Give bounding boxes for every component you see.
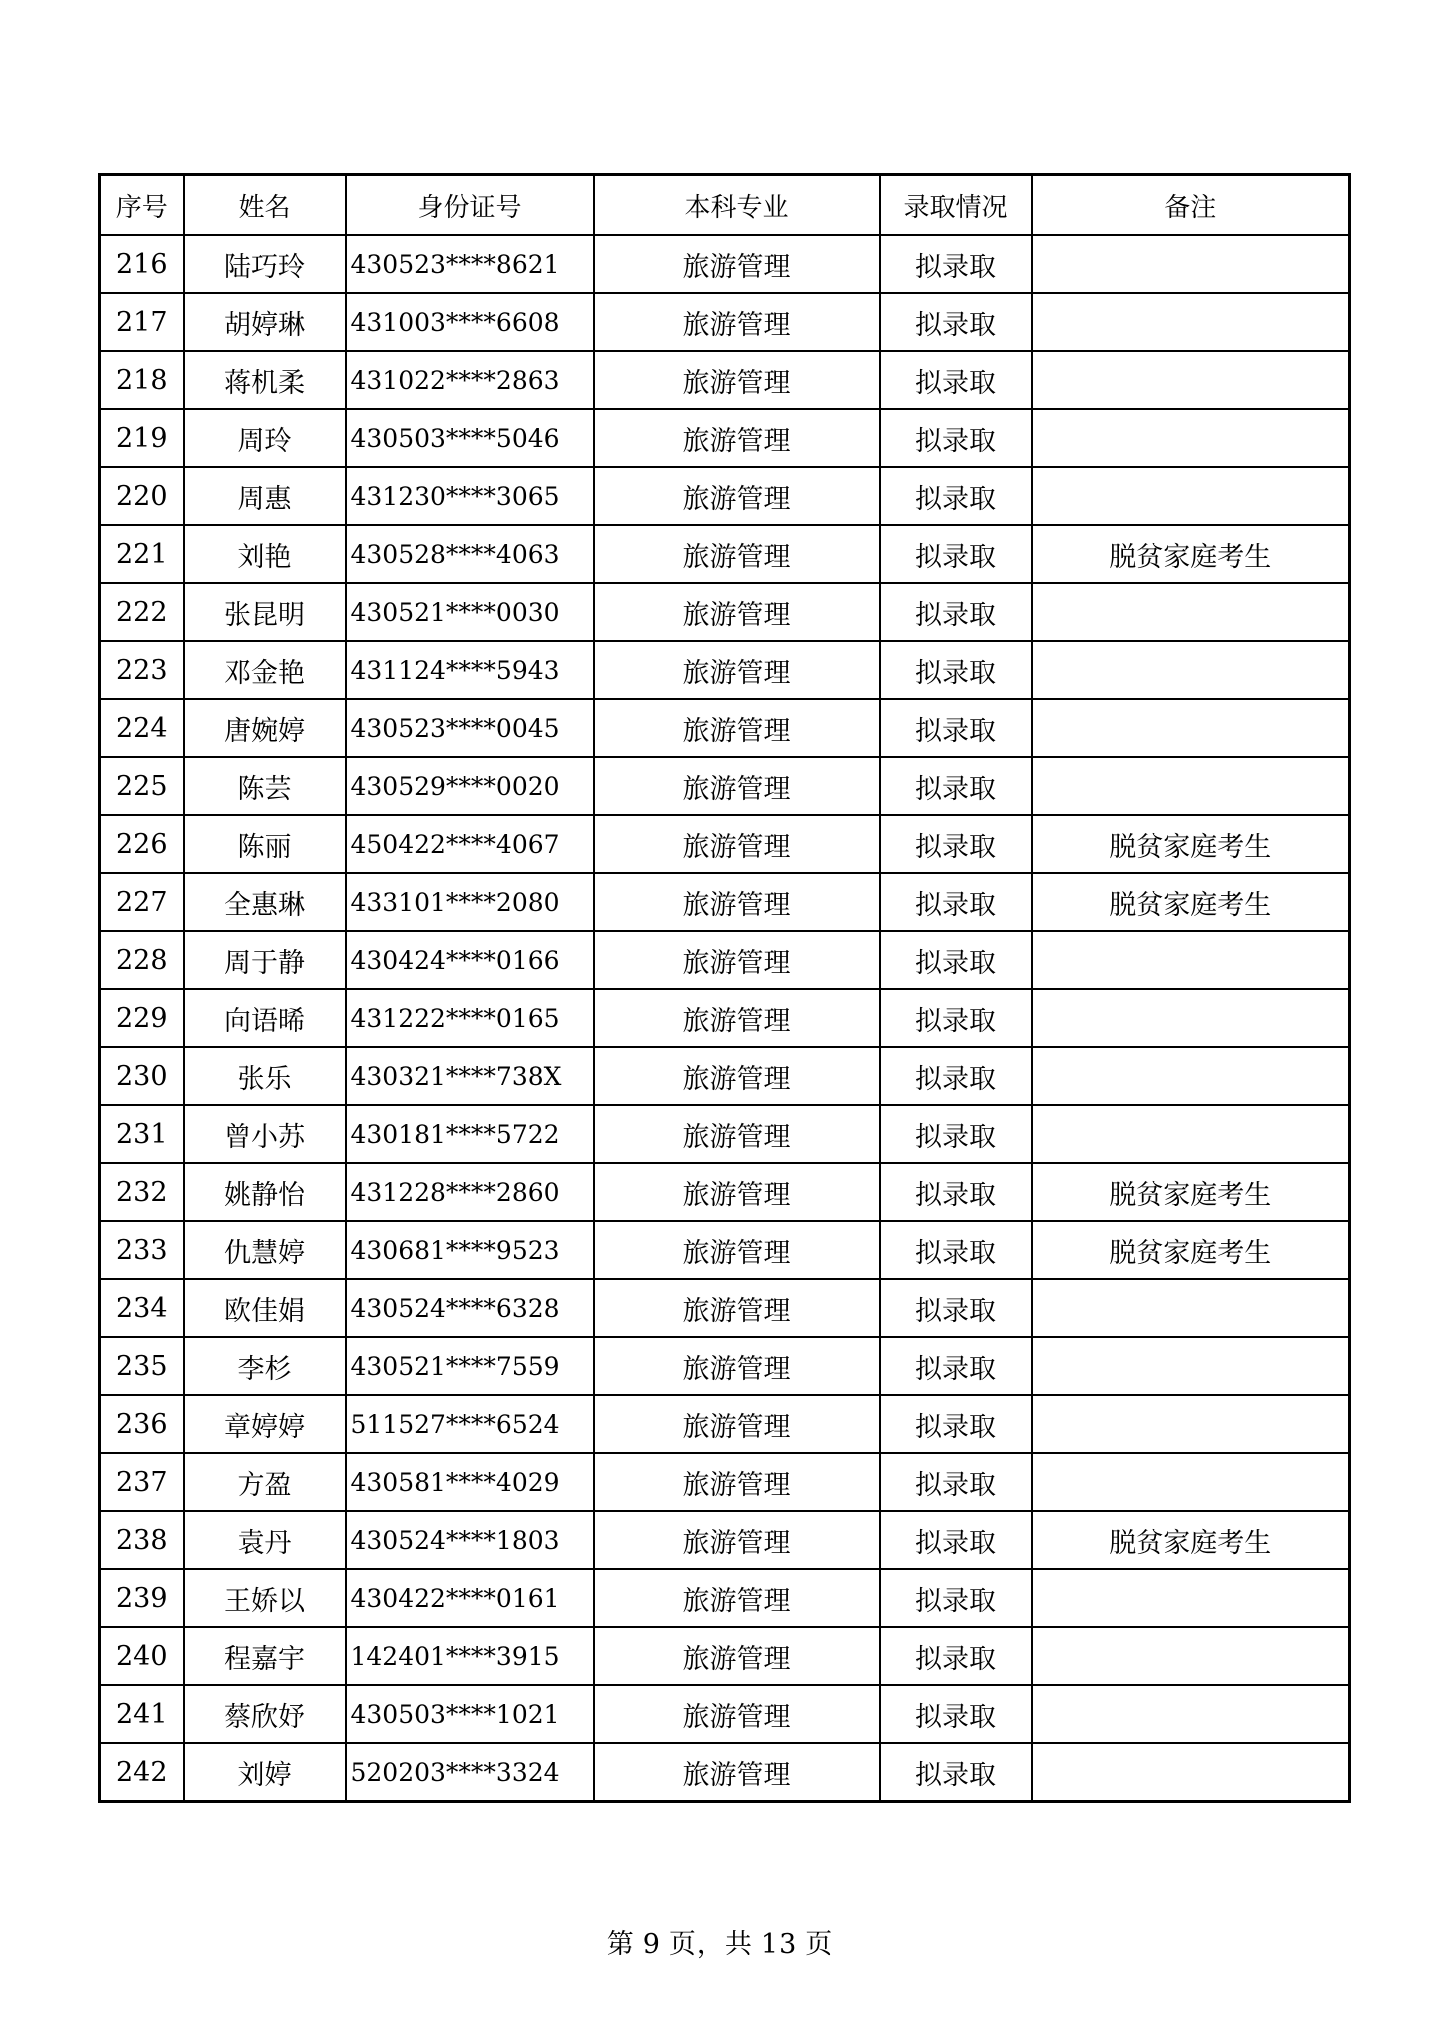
cell-seq: 220 <box>100 467 184 525</box>
cell-remarks <box>1032 1395 1350 1453</box>
cell-admission-status: 拟录取 <box>880 1221 1032 1279</box>
table-header-row <box>100 175 1350 236</box>
cell-major: 旅游管理 <box>594 699 880 757</box>
cell-id-number: 430523****0045 <box>346 699 594 757</box>
cell-name: 邓金艳 <box>184 641 346 699</box>
header-id-number: 身份证号 <box>346 175 594 236</box>
cell-major: 旅游管理 <box>594 409 880 467</box>
cell-id-number: 431222****0165 <box>346 989 594 1047</box>
cell-remarks <box>1032 1453 1350 1511</box>
cell-seq: 232 <box>100 1163 184 1221</box>
cell-remarks: 脱贫家庭考生 <box>1032 1163 1350 1221</box>
cell-id-number: 430422****0161 <box>346 1569 594 1627</box>
cell-name: 胡婷琳 <box>184 293 346 351</box>
cell-admission-status: 拟录取 <box>880 1743 1032 1802</box>
cell-admission-status: 拟录取 <box>880 1453 1032 1511</box>
cell-name: 蒋机柔 <box>184 351 346 409</box>
cell-id-number: 520203****3324 <box>346 1743 594 1802</box>
table-row <box>100 1221 1350 1279</box>
cell-seq: 241 <box>100 1685 184 1743</box>
cell-name: 程嘉宇 <box>184 1627 346 1685</box>
table-row <box>100 1453 1350 1511</box>
cell-major: 旅游管理 <box>594 1047 880 1105</box>
cell-admission-status: 拟录取 <box>880 409 1032 467</box>
cell-id-number: 430521****7559 <box>346 1337 594 1395</box>
cell-remarks <box>1032 293 1350 351</box>
table-row <box>100 1685 1350 1743</box>
cell-remarks <box>1032 699 1350 757</box>
cell-name: 张昆明 <box>184 583 346 641</box>
cell-admission-status: 拟录取 <box>880 931 1032 989</box>
cell-id-number: 450422****4067 <box>346 815 594 873</box>
cell-major: 旅游管理 <box>594 1743 880 1802</box>
cell-admission-status: 拟录取 <box>880 1337 1032 1395</box>
cell-name: 李杉 <box>184 1337 346 1395</box>
footer-total-suffix: 页 <box>805 1929 834 1960</box>
cell-remarks: 脱贫家庭考生 <box>1032 1221 1350 1279</box>
admission-table <box>98 173 1351 1803</box>
cell-name: 向语晞 <box>184 989 346 1047</box>
cell-admission-status: 拟录取 <box>880 989 1032 1047</box>
cell-id-number: 430503****1021 <box>346 1685 594 1743</box>
cell-id-number: 430524****1803 <box>346 1511 594 1569</box>
cell-name: 陆巧玲 <box>184 235 346 293</box>
cell-id-number: 430528****4063 <box>346 525 594 583</box>
cell-id-number: 431022****2863 <box>346 351 594 409</box>
table-row <box>100 699 1350 757</box>
cell-admission-status: 拟录取 <box>880 1163 1032 1221</box>
cell-admission-status: 拟录取 <box>880 1279 1032 1337</box>
cell-name: 唐婉婷 <box>184 699 346 757</box>
cell-name: 王娇以 <box>184 1569 346 1627</box>
cell-id-number: 430521****0030 <box>346 583 594 641</box>
cell-name: 张乐 <box>184 1047 346 1105</box>
cell-remarks <box>1032 641 1350 699</box>
table-row <box>100 757 1350 815</box>
table-row <box>100 989 1350 1047</box>
cell-major: 旅游管理 <box>594 467 880 525</box>
cell-admission-status: 拟录取 <box>880 873 1032 931</box>
cell-admission-status: 拟录取 <box>880 1511 1032 1569</box>
header-name: 姓名 <box>184 175 346 236</box>
cell-major: 旅游管理 <box>594 1511 880 1569</box>
cell-seq: 238 <box>100 1511 184 1569</box>
cell-seq: 240 <box>100 1627 184 1685</box>
cell-seq: 224 <box>100 699 184 757</box>
cell-id-number: 430681****9523 <box>346 1221 594 1279</box>
table-row <box>100 1279 1350 1337</box>
cell-id-number: 431230****3065 <box>346 467 594 525</box>
table-row <box>100 1627 1350 1685</box>
footer-page-suffix: 页，共 <box>668 1929 753 1960</box>
cell-name: 欧佳娟 <box>184 1279 346 1337</box>
admission-list-sheet <box>98 173 1348 1803</box>
cell-id-number: 430181****5722 <box>346 1105 594 1163</box>
cell-admission-status: 拟录取 <box>880 1105 1032 1163</box>
cell-remarks <box>1032 1685 1350 1743</box>
cell-seq: 226 <box>100 815 184 873</box>
cell-major: 旅游管理 <box>594 293 880 351</box>
cell-major: 旅游管理 <box>594 1627 880 1685</box>
cell-admission-status: 拟录取 <box>880 641 1032 699</box>
cell-admission-status: 拟录取 <box>880 235 1032 293</box>
cell-major: 旅游管理 <box>594 989 880 1047</box>
cell-remarks <box>1032 1743 1350 1802</box>
table-row <box>100 1511 1350 1569</box>
cell-major: 旅游管理 <box>594 931 880 989</box>
table-row <box>100 583 1350 641</box>
table-row <box>100 873 1350 931</box>
cell-admission-status: 拟录取 <box>880 293 1032 351</box>
cell-admission-status: 拟录取 <box>880 1395 1032 1453</box>
cell-remarks <box>1032 989 1350 1047</box>
cell-id-number: 142401****3915 <box>346 1627 594 1685</box>
cell-admission-status: 拟录取 <box>880 699 1032 757</box>
cell-id-number: 511527****6524 <box>346 1395 594 1453</box>
cell-seq: 217 <box>100 293 184 351</box>
cell-seq: 218 <box>100 351 184 409</box>
cell-admission-status: 拟录取 <box>880 467 1032 525</box>
cell-remarks <box>1032 1569 1350 1627</box>
cell-id-number: 430524****6328 <box>346 1279 594 1337</box>
cell-major: 旅游管理 <box>594 583 880 641</box>
cell-id-number: 430321****738X <box>346 1047 594 1105</box>
cell-id-number: 431228****2860 <box>346 1163 594 1221</box>
cell-seq: 234 <box>100 1279 184 1337</box>
footer-total-pages: 13 <box>760 1929 798 1960</box>
cell-major: 旅游管理 <box>594 1685 880 1743</box>
cell-id-number: 430503****5046 <box>346 409 594 467</box>
table-row <box>100 409 1350 467</box>
cell-major: 旅游管理 <box>594 641 880 699</box>
cell-admission-status: 拟录取 <box>880 815 1032 873</box>
header-seq: 序号 <box>100 175 184 236</box>
table-row <box>100 467 1350 525</box>
cell-name: 陈丽 <box>184 815 346 873</box>
table-row <box>100 1163 1350 1221</box>
cell-seq: 227 <box>100 873 184 931</box>
cell-seq: 236 <box>100 1395 184 1453</box>
table-row <box>100 815 1350 873</box>
cell-id-number: 430529****0020 <box>346 757 594 815</box>
cell-name: 袁丹 <box>184 1511 346 1569</box>
table-row <box>100 1395 1350 1453</box>
cell-name: 周玲 <box>184 409 346 467</box>
table-row <box>100 525 1350 583</box>
cell-admission-status: 拟录取 <box>880 1569 1032 1627</box>
cell-remarks <box>1032 409 1350 467</box>
cell-major: 旅游管理 <box>594 1395 880 1453</box>
cell-id-number: 433101****2080 <box>346 873 594 931</box>
cell-name: 刘婷 <box>184 1743 346 1802</box>
table-row <box>100 1569 1350 1627</box>
table-row <box>100 1337 1350 1395</box>
cell-remarks <box>1032 757 1350 815</box>
header-major: 本科专业 <box>594 175 880 236</box>
cell-remarks: 脱贫家庭考生 <box>1032 525 1350 583</box>
cell-seq: 239 <box>100 1569 184 1627</box>
cell-name: 周惠 <box>184 467 346 525</box>
cell-major: 旅游管理 <box>594 1453 880 1511</box>
cell-remarks <box>1032 583 1350 641</box>
cell-seq: 225 <box>100 757 184 815</box>
cell-seq: 219 <box>100 409 184 467</box>
cell-admission-status: 拟录取 <box>880 757 1032 815</box>
cell-major: 旅游管理 <box>594 1569 880 1627</box>
cell-major: 旅游管理 <box>594 757 880 815</box>
cell-remarks <box>1032 235 1350 293</box>
table-row <box>100 235 1350 293</box>
cell-major: 旅游管理 <box>594 525 880 583</box>
table-row <box>100 1047 1350 1105</box>
cell-name: 姚静怡 <box>184 1163 346 1221</box>
cell-remarks <box>1032 351 1350 409</box>
table-row <box>100 931 1350 989</box>
cell-remarks <box>1032 1047 1350 1105</box>
cell-seq: 235 <box>100 1337 184 1395</box>
cell-name: 刘艳 <box>184 525 346 583</box>
cell-seq: 233 <box>100 1221 184 1279</box>
table-row <box>100 1105 1350 1163</box>
cell-id-number: 430424****0166 <box>346 931 594 989</box>
cell-major: 旅游管理 <box>594 1105 880 1163</box>
cell-admission-status: 拟录取 <box>880 525 1032 583</box>
cell-major: 旅游管理 <box>594 873 880 931</box>
cell-admission-status: 拟录取 <box>880 583 1032 641</box>
cell-major: 旅游管理 <box>594 1163 880 1221</box>
cell-remarks <box>1032 1279 1350 1337</box>
cell-seq: 230 <box>100 1047 184 1105</box>
cell-major: 旅游管理 <box>594 1337 880 1395</box>
cell-name: 周于静 <box>184 931 346 989</box>
cell-name: 陈芸 <box>184 757 346 815</box>
table-row <box>100 641 1350 699</box>
cell-name: 曾小苏 <box>184 1105 346 1163</box>
cell-seq: 222 <box>100 583 184 641</box>
cell-seq: 242 <box>100 1743 184 1802</box>
cell-name: 仇慧婷 <box>184 1221 346 1279</box>
table-row <box>100 293 1350 351</box>
cell-major: 旅游管理 <box>594 1221 880 1279</box>
cell-admission-status: 拟录取 <box>880 1047 1032 1105</box>
cell-id-number: 430523****8621 <box>346 235 594 293</box>
cell-major: 旅游管理 <box>594 351 880 409</box>
page-footer <box>0 1922 1440 1961</box>
cell-seq: 216 <box>100 235 184 293</box>
cell-remarks <box>1032 1627 1350 1685</box>
cell-admission-status: 拟录取 <box>880 1627 1032 1685</box>
table-body <box>100 235 1350 1802</box>
footer-prefix: 第 <box>606 1929 635 1960</box>
cell-remarks <box>1032 467 1350 525</box>
cell-remarks: 脱贫家庭考生 <box>1032 1511 1350 1569</box>
cell-name: 方盈 <box>184 1453 346 1511</box>
cell-seq: 228 <box>100 931 184 989</box>
cell-seq: 231 <box>100 1105 184 1163</box>
header-remarks: 备注 <box>1032 175 1350 236</box>
cell-seq: 229 <box>100 989 184 1047</box>
cell-remarks: 脱贫家庭考生 <box>1032 873 1350 931</box>
cell-major: 旅游管理 <box>594 815 880 873</box>
cell-seq: 237 <box>100 1453 184 1511</box>
cell-remarks: 脱贫家庭考生 <box>1032 815 1350 873</box>
cell-admission-status: 拟录取 <box>880 1685 1032 1743</box>
table-row <box>100 1743 1350 1802</box>
header-admission-status: 录取情况 <box>880 175 1032 236</box>
cell-id-number: 431003****6608 <box>346 293 594 351</box>
cell-id-number: 430581****4029 <box>346 1453 594 1511</box>
cell-admission-status: 拟录取 <box>880 351 1032 409</box>
cell-name: 全惠琳 <box>184 873 346 931</box>
cell-remarks <box>1032 931 1350 989</box>
cell-name: 蔡欣妤 <box>184 1685 346 1743</box>
cell-seq: 223 <box>100 641 184 699</box>
cell-major: 旅游管理 <box>594 235 880 293</box>
cell-seq: 221 <box>100 525 184 583</box>
cell-major: 旅游管理 <box>594 1279 880 1337</box>
cell-remarks <box>1032 1105 1350 1163</box>
table-row <box>100 351 1350 409</box>
footer-page-number: 9 <box>642 1929 661 1960</box>
cell-id-number: 431124****5943 <box>346 641 594 699</box>
cell-name: 章婷婷 <box>184 1395 346 1453</box>
cell-remarks <box>1032 1337 1350 1395</box>
